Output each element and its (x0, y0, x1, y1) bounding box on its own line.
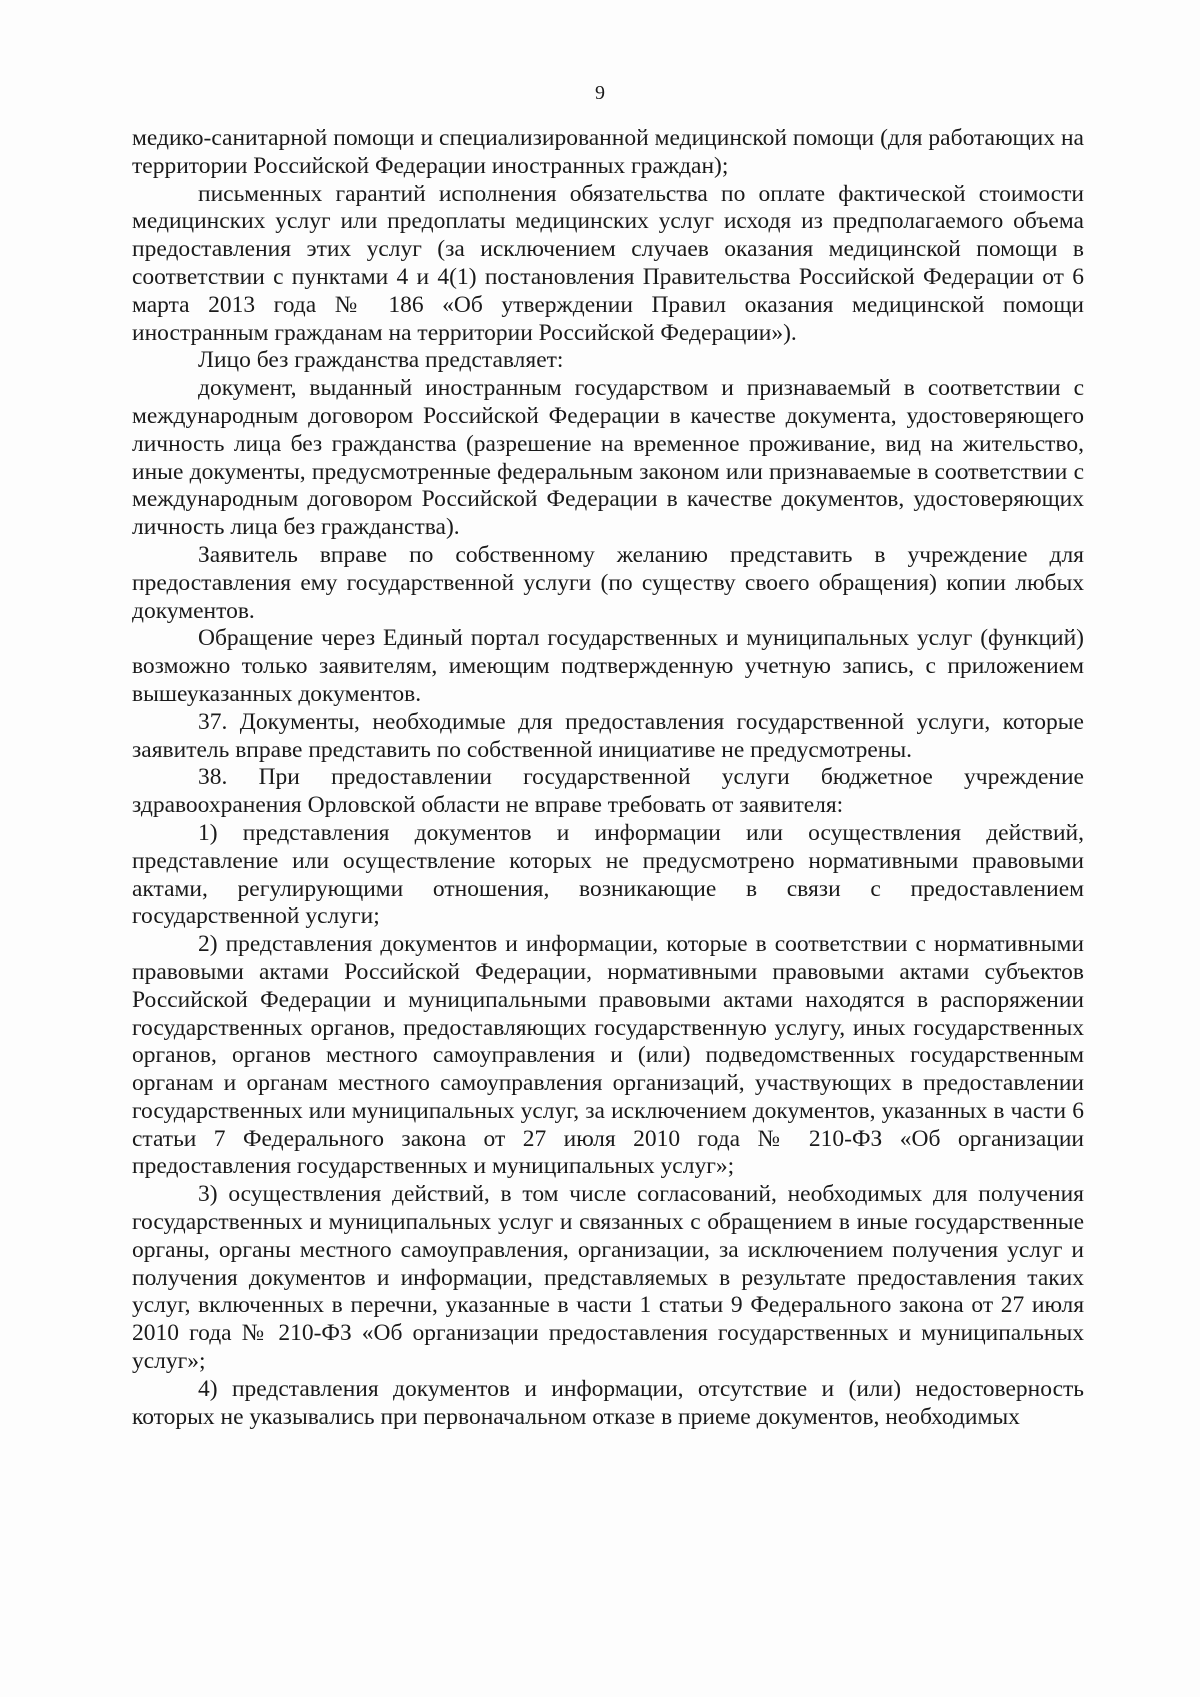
paragraph-identity-document: документ, выданный иностранным государством и признаваемый в соответствии с международным договором Российской Федерации в качестве документа, удостоверяющего личность лица без гражданства (разрешение на временное проживание, вид на жительство, иные документы, предусмотренные федеральным законом или признаваемые в соответствии с международным договором Российской Федерации в качестве документов, удостоверяющих личность лица без гражданства). (132, 375, 1084, 541)
paragraph-unified-portal: Обращение через Единый портал государственных и муниципальных услуг (функций) возможно только заявителям, имеющим подтвержденную учетную запись, с приложением вышеуказанных документов. (132, 625, 1084, 707)
paragraph-subitem-1: 1) представления документов и информации или осуществления действий, представление или осуществление которых не предусмотрено нормативными правовыми актами, регулирующими отношения, возникающие в связи с предоставлением государственной услуги; (132, 819, 1084, 930)
paragraph-written-guarantees: письменных гарантий исполнения обязательства по оплате фактической стоимости медицинских услуг или предоплаты медицинских услуг исходя из предполагаемого объема предоставления этих услуг (за исключением случаев оказания медицинской помощи в соответствии с пунктами 4 и 4(1) постановления Правительства Российской Федерации от 6 марта 2013 года № 186 «Об утверждении Правил оказания медицинской помощи иностранным гражданам на территории Российской Федерации»). (132, 180, 1084, 346)
paragraph-applicant-copies: Заявитель вправе по собственному желанию представить в учреждение для предоставления ему государственной услуги (по существу своего обращения) копии любых документов. (132, 541, 1084, 624)
paragraph-item-38: 38. При предоставлении государственной услуги бюджетное учреждение здравоохранения Орловской области не вправе требовать от заявителя: (132, 764, 1084, 819)
paragraph-stateless-person: Лицо без гражданства представляет: (198, 347, 564, 374)
paragraph-item-37: 37. Документы, необходимые для предоставления государственной услуги, которые заявитель вправе представить по собственной инициативе не предусмотрены. (132, 708, 1084, 763)
paragraph-subitem-2: 2) представления документов и информации, которые в соответствии с нормативными правовыми актами Российской Федерации, нормативными правовыми актами субъектов Российской Федерации и муниципальными правовыми актами находятся в распоряжении государственных органов, предоставляющих государственную услугу, иных государственных органов, органов местного самоуправления и (или) подведомственных государственным органам и органам местного самоуправления организаций, участвующих в предоставлении государственных или муниципальных услуг, за исключением документов, указанных в части 6 статьи 7 Федерального закона от 27 июля 2010 года № 210-ФЗ «Об организации предоставления государственных и муниципальных услуг»; (132, 931, 1084, 1180)
document-body (132, 125, 1084, 1431)
paragraph-subitem-4: 4) представления документов и информации, отсутствие и (или) недостоверность которых не указывались при первоначальном отказе в приеме документов, необходимых (132, 1375, 1084, 1430)
page-number: 9 (595, 82, 605, 104)
paragraph-subitem-3: 3) осуществления действий, в том числе согласований, необходимых для получения государственных и муниципальных услуг и связанных с обращением в иные государственные органы, органы местного самоуправления, организации, за исключением получения услуг и получения документов и информации, представляемых в результате предоставления таких услуг, включенных в перечни, указанные в части 1 статьи 9 Федерального закона от 27 июля 2010 года № 210-ФЗ «Об организации предоставления государственных и муниципальных услуг»; (132, 1181, 1084, 1375)
paragraph-continuation: медико-санитарной помощи и специализированной медицинской помощи (для работающих на территории Российской Федерации иностранных граждан); (132, 125, 1084, 179)
